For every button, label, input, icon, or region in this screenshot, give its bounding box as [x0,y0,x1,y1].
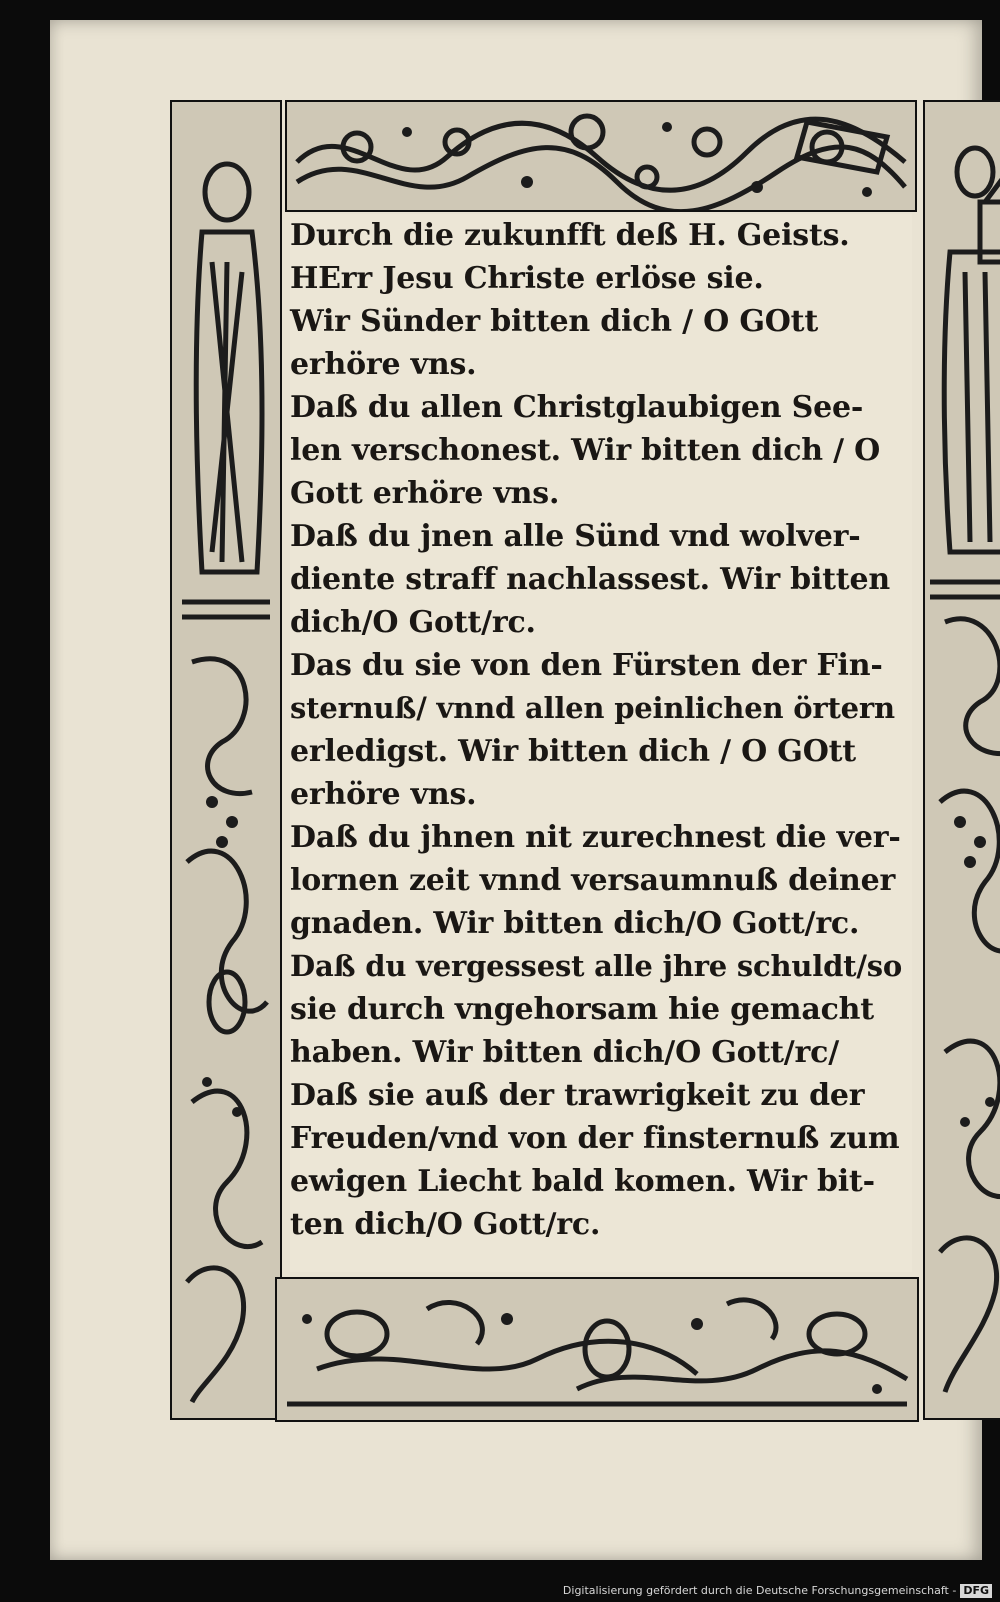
text-line: ten dich/O Gott/rc. [290,1207,601,1242]
text-line: erledigst. Wir bitten dich / O GOtt [290,734,856,769]
book-page [50,20,982,1560]
ornament-saint-with-building-image [925,102,1000,1418]
digitization-credit [563,1584,992,1598]
text-line: HErr Jesu Christe erlöse sie. [290,261,764,296]
text-line: Freuden/vnd von der finsternuß zum [290,1121,900,1156]
prayer-text-block [290,214,912,1272]
woodcut-border-top [285,100,917,212]
text-line: Gott erhöre vns. [290,476,560,511]
text-line: erhöre vns. [290,347,477,382]
text-line: haben. Wir bitten dich/O Gott/rc/ [290,1035,839,1070]
dfg-logo: DFG [960,1584,992,1598]
woodcut-border-right [923,100,1000,1420]
text-line: Daß sie auß der trawrigkeit zu der [290,1078,865,1113]
text-line: Daß du jnen alle Sünd vnd wolver- [290,519,861,554]
text-line: sternuß/ vnnd allen peinlichen örtern [290,691,895,725]
text-line: Daß du allen Christglaubigen See- [290,390,864,425]
ornament-saint-figure-image [172,102,280,1418]
text-line: Das du sie von den Fürsten der Fin- [290,648,883,683]
text-line: dich/O Gott/rc. [290,605,536,640]
text-line: sie durch vngehorsam hie gemacht [290,992,874,1027]
text-line: Daß du vergessest alle jhre schuldt/so [290,949,903,983]
text-line: Daß du jhnen nit zurechnest die ver- [290,820,901,855]
text-line: gnaden. Wir bitten dich/O Gott/rc. [290,906,860,941]
text-line: Wir Sünder bitten dich / O GOtt [290,304,818,339]
ornament-foliage-scroll-image [287,102,915,210]
credit-text: Digitalisierung gefördert durch die Deutsche Forschungsgemeinschaft - [562,1584,957,1597]
text-line: diente straff nachlassest. Wir bitten [290,562,890,597]
ornament-reclining-figures-image [277,1279,917,1420]
woodcut-border-bottom [275,1277,919,1422]
woodcut-border-left [170,100,282,1420]
text-line: erhöre vns. [290,777,477,812]
text-line: lornen zeit vnnd versaumnuß deiner [290,863,896,898]
text-line: len verschonest. Wir bitten dich / O [290,433,881,468]
text-line: Durch die zukunfft deß H. Geists. [290,218,850,253]
text-line: ewigen Liecht bald komen. Wir bit- [290,1164,875,1199]
